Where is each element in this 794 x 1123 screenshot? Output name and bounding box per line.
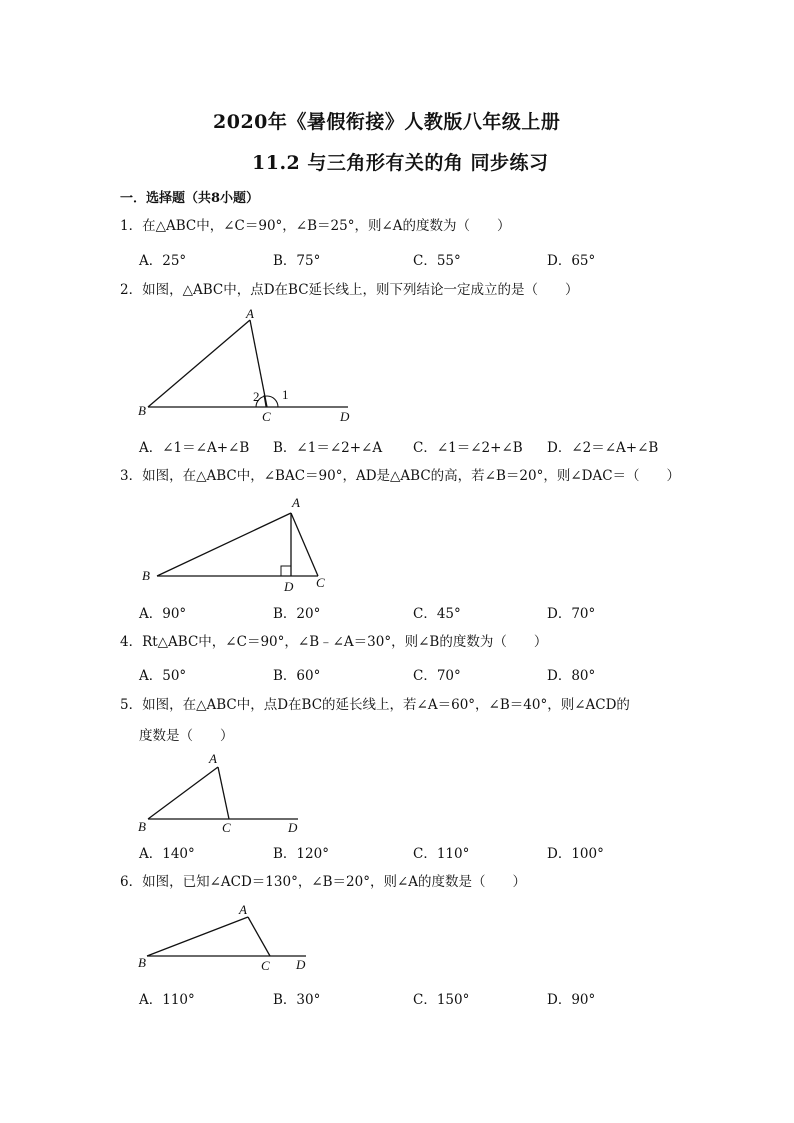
q6-label-d: D	[296, 957, 306, 972]
q3-label-c: C	[316, 575, 325, 590]
question-3-option-c[interactable]: C．45°	[413, 606, 461, 622]
question-4-option-a[interactable]: A．50°	[139, 668, 187, 684]
question-2-option-c[interactable]: C．∠1＝∠2+∠B	[413, 440, 523, 456]
document-title: 2020年《暑假衔接》人教版八年级上册	[213, 111, 561, 133]
q5-label-b: B	[138, 819, 146, 834]
question-5-option-a[interactable]: A．140°	[139, 846, 195, 862]
question-5-stem-continued: 度数是（ ）	[139, 728, 234, 744]
question-5-option-b[interactable]: B．120°	[273, 846, 329, 862]
q6-label-a: A	[239, 902, 247, 917]
question-3-stem: 3．如图，在△ABC中，∠BAC＝90°，AD是△ABC的高，若∠B＝20°，则∠DAC＝（ ）	[120, 468, 681, 484]
q2-label-angle-2: 2	[253, 389, 260, 404]
question-4-option-c[interactable]: C．70°	[413, 668, 461, 684]
q2-label-angle-1: 1	[282, 387, 289, 402]
question-1-option-b[interactable]: B．75°	[273, 253, 321, 269]
question-2-stem: 2．如图，△ABC中，点D在BC延长线上，则下列结论一定成立的是（ ）	[120, 282, 579, 298]
question-6-option-a[interactable]: A．110°	[139, 992, 195, 1008]
q2-label-c: C	[262, 409, 271, 424]
question-4-option-d[interactable]: D．80°	[547, 668, 596, 684]
question-1-option-a[interactable]: A．25°	[139, 253, 187, 269]
question-3-option-d[interactable]: D．70°	[547, 606, 596, 622]
q6-label-c: C	[261, 958, 270, 973]
q3-label-d: D	[284, 579, 294, 594]
question-5-option-c[interactable]: C．110°	[413, 846, 470, 862]
q2-label-a: A	[246, 306, 254, 321]
question-1-stem: 1．在△ABC中，∠C＝90°，∠B＝25°，则∠A的度数为（ ）	[120, 218, 511, 234]
question-1-option-d[interactable]: D．65°	[547, 253, 596, 269]
document-subtitle: 11.2 与三角形有关的角 同步练习	[252, 152, 549, 174]
question-5-stem: 5．如图，在△ABC中，点D在BC的延长线上，若∠A＝60°，∠B＝40°，则∠ACD的	[120, 697, 630, 713]
question-3-option-b[interactable]: B．20°	[273, 606, 321, 622]
q5-label-c: C	[222, 820, 231, 835]
question-6-option-c[interactable]: C．150°	[413, 992, 470, 1008]
question-2-option-b[interactable]: B．∠1＝∠2+∠A	[273, 440, 383, 456]
q2-label-d: D	[340, 409, 350, 424]
question-2-option-a[interactable]: A．∠1＝∠A+∠B	[139, 440, 250, 456]
q2-label-b: B	[138, 403, 146, 418]
question-5-option-d[interactable]: D．100°	[547, 846, 604, 862]
question-6-option-b[interactable]: B．30°	[273, 992, 321, 1008]
question-1-option-c[interactable]: C．55°	[413, 253, 461, 269]
q3-label-b: B	[142, 568, 150, 583]
q5-label-d: D	[288, 820, 298, 835]
question-6-option-d[interactable]: D．90°	[547, 992, 596, 1008]
question-4-option-b[interactable]: B．60°	[273, 668, 321, 684]
q6-label-b: B	[138, 955, 146, 970]
question-2-option-d[interactable]: D．∠2＝∠A+∠B	[547, 440, 659, 456]
section-heading: 一．选择题（共8小题）	[120, 191, 260, 206]
q5-label-a: A	[209, 751, 217, 766]
question-4-stem: 4．Rt△ABC中，∠C＝90°，∠B﹣∠A＝30°，则∠B的度数为（ ）	[120, 634, 548, 650]
question-3-option-a[interactable]: A．90°	[139, 606, 187, 622]
q3-label-a: A	[292, 495, 300, 510]
question-6-stem: 6．如图，已知∠ACD＝130°，∠B＝20°，则∠A的度数是（ ）	[120, 874, 527, 890]
